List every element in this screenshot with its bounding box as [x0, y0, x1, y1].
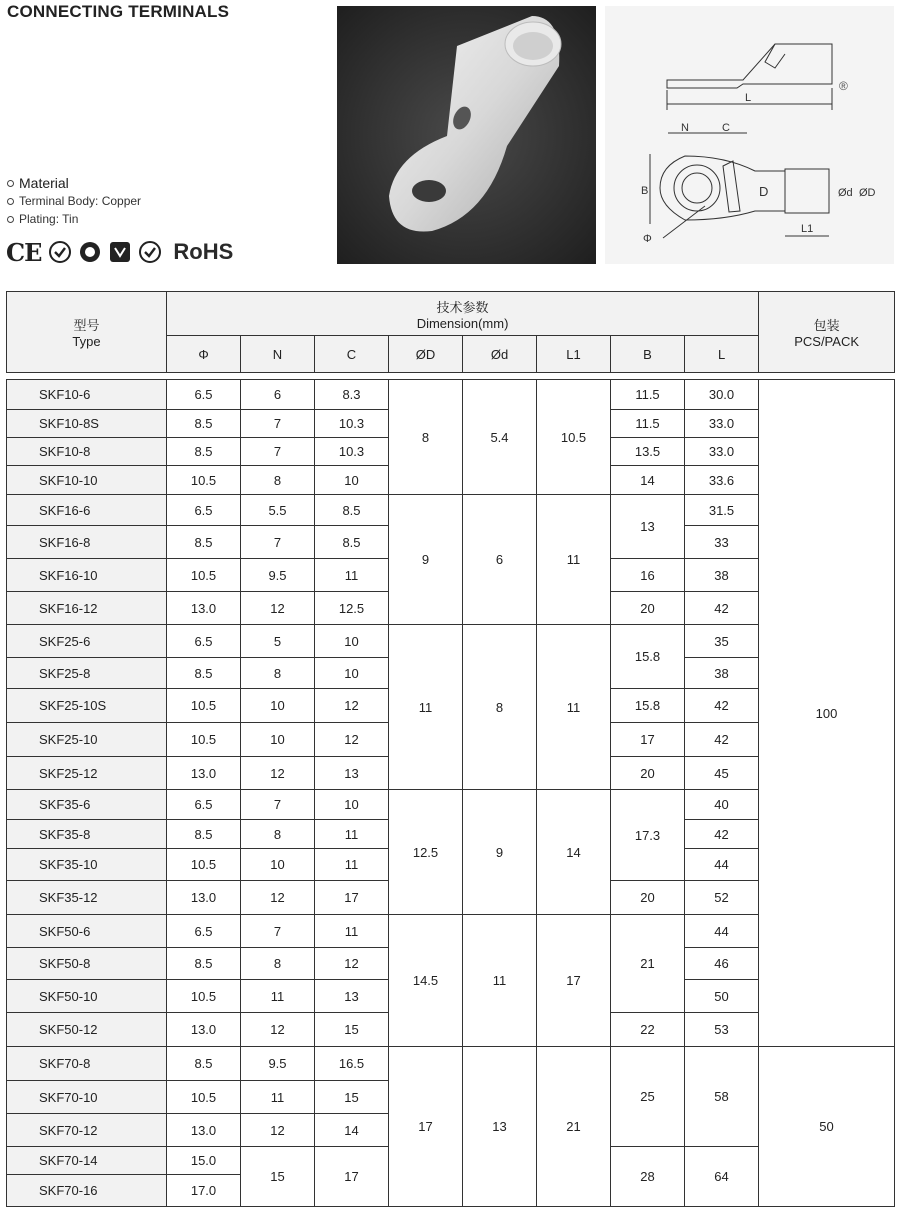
c-cell: 8.5 [315, 526, 389, 559]
c-cell: 16.5 [315, 1047, 389, 1081]
l-cell: 52 [685, 881, 759, 915]
c-cell: 10 [315, 625, 389, 658]
c-cell: 10.3 [315, 438, 389, 466]
n-cell: 7 [241, 438, 315, 466]
l-cell: 45 [685, 757, 759, 790]
c-cell: 10 [315, 790, 389, 820]
type-cell: SKF70-12 [7, 1114, 167, 1147]
b-cell: 15.8 [611, 689, 685, 723]
phi-cell: 8.5 [167, 948, 241, 980]
phi-cell: 10.5 [167, 980, 241, 1013]
l-cell: 42 [685, 592, 759, 625]
label-D: ØD [859, 187, 876, 199]
rohs-logo: RoHS [173, 239, 234, 264]
type-cell: SKF10-6 [7, 380, 167, 410]
n-cell: 12 [241, 1114, 315, 1147]
label-D-mark: D [759, 184, 769, 199]
l-cell: 42 [685, 820, 759, 849]
l-cell: 35 [685, 625, 759, 658]
c-cell: 13 [315, 980, 389, 1013]
type-cell: SKF50-10 [7, 980, 167, 1013]
l-cell: 64 [685, 1147, 759, 1207]
type-cell: SKF25-10 [7, 723, 167, 757]
n-cell: 6 [241, 380, 315, 410]
bullet-icon [7, 216, 14, 223]
b-cell: 13.5 [611, 438, 685, 466]
n-cell: 9.5 [241, 1047, 315, 1081]
type-cell: SKF10-8S [7, 410, 167, 438]
b-cell: 20 [611, 592, 685, 625]
type-cell: SKF70-8 [7, 1047, 167, 1081]
label-L1: L1 [801, 223, 814, 235]
n-cell: 7 [241, 526, 315, 559]
type-cell: SKF35-10 [7, 849, 167, 881]
l1-cell: 21 [537, 1047, 611, 1207]
type-cell: SKF10-10 [7, 466, 167, 495]
cert-seal-icon [49, 241, 71, 263]
od-cell: 8 [389, 380, 463, 495]
type-cell: SKF35-6 [7, 790, 167, 820]
l-cell: 42 [685, 689, 759, 723]
b-cell: 21 [611, 915, 685, 1013]
table-row [7, 1047, 895, 1081]
n-cell: 10 [241, 689, 315, 723]
n-cell: 8 [241, 820, 315, 849]
phi-cell: 13.0 [167, 1114, 241, 1147]
n-cell: 5.5 [241, 495, 315, 526]
b-cell: 28 [611, 1147, 685, 1207]
l1-cell: 11 [537, 625, 611, 790]
column-header: C [315, 336, 389, 373]
b-cell: 25 [611, 1047, 685, 1147]
l-cell: 38 [685, 658, 759, 689]
c-cell: 11 [315, 820, 389, 849]
type-cell: SKF25-8 [7, 658, 167, 689]
ce-mark-icon: CE [6, 237, 42, 267]
b-cell: 20 [611, 757, 685, 790]
spec-table-header [6, 291, 895, 373]
c-cell: 15 [315, 1081, 389, 1114]
b-cell: 17.3 [611, 790, 685, 881]
type-cell: SKF50-8 [7, 948, 167, 980]
product-photo [337, 6, 596, 264]
spec-table [6, 379, 895, 1207]
l-cell: 33.0 [685, 438, 759, 466]
n-cell: 11 [241, 1081, 315, 1114]
b-cell: 11.5 [611, 380, 685, 410]
type-cell: SKF50-6 [7, 915, 167, 948]
phi-cell: 8.5 [167, 1047, 241, 1081]
c-cell: 10 [315, 466, 389, 495]
l-cell: 33 [685, 526, 759, 559]
n-cell: 12 [241, 592, 315, 625]
phi-cell: 10.5 [167, 1081, 241, 1114]
phi-cell: 6.5 [167, 915, 241, 948]
phi-cell: 10.5 [167, 849, 241, 881]
phi-cell: 6.5 [167, 790, 241, 820]
c-cell: 13 [315, 757, 389, 790]
id-cell: 5.4 [463, 380, 537, 495]
type-cell: SKF25-12 [7, 757, 167, 790]
phi-cell: 13.0 [167, 1013, 241, 1047]
phi-cell: 17.0 [167, 1175, 241, 1207]
label-L: L [745, 92, 752, 104]
label-C: C [722, 122, 730, 134]
l-cell: 58 [685, 1047, 759, 1147]
c-cell: 12 [315, 723, 389, 757]
l-cell: 31.5 [685, 495, 759, 526]
n-cell: 8 [241, 948, 315, 980]
n-cell: 5 [241, 625, 315, 658]
material-heading: Material [19, 175, 69, 191]
l-cell: 42 [685, 723, 759, 757]
b-cell: 11.5 [611, 410, 685, 438]
material-list [7, 174, 141, 228]
l-cell: 38 [685, 559, 759, 592]
l-cell: 44 [685, 915, 759, 948]
registered-mark: ® [839, 79, 848, 93]
type-cell: SKF70-14 [7, 1147, 167, 1175]
label-phi: Φ [643, 233, 652, 245]
phi-cell: 10.5 [167, 689, 241, 723]
column-header: Φ [167, 336, 241, 373]
material-body: Terminal Body: Copper [19, 194, 142, 208]
od-cell: 9 [389, 495, 463, 625]
c-cell: 12 [315, 948, 389, 980]
type-cell: SKF16-10 [7, 559, 167, 592]
phi-cell: 10.5 [167, 466, 241, 495]
type-cell: SKF10-8 [7, 438, 167, 466]
type-cell: SKF50-12 [7, 1013, 167, 1047]
phi-cell: 13.0 [167, 592, 241, 625]
n-cell: 11 [241, 980, 315, 1013]
l-cell: 44 [685, 849, 759, 881]
id-cell: 11 [463, 915, 537, 1047]
type-cell: SKF70-10 [7, 1081, 167, 1114]
c-cell: 10.3 [315, 410, 389, 438]
c-cell: 15 [315, 1013, 389, 1047]
table-row [7, 380, 895, 410]
pack-cell: 50 [759, 1047, 895, 1207]
type-cell: SKF16-8 [7, 526, 167, 559]
n-cell: 8 [241, 466, 315, 495]
id-cell: 8 [463, 625, 537, 790]
phi-cell: 6.5 [167, 380, 241, 410]
l1-cell: 14 [537, 790, 611, 915]
column-header: B [611, 336, 685, 373]
header-type: 型号 Type [7, 292, 167, 373]
b-cell: 13 [611, 495, 685, 559]
c-cell: 8.3 [315, 380, 389, 410]
l-cell: 33.6 [685, 466, 759, 495]
c-cell: 10 [315, 658, 389, 689]
n-cell: 12 [241, 881, 315, 915]
n-cell: 7 [241, 410, 315, 438]
phi-cell: 13.0 [167, 757, 241, 790]
phi-cell: 8.5 [167, 658, 241, 689]
header-pack: 包装 PCS/PACK [759, 292, 895, 373]
l1-cell: 11 [537, 495, 611, 625]
b-cell: 17 [611, 723, 685, 757]
n-cell: 12 [241, 757, 315, 790]
quality-cert-icon [79, 241, 101, 263]
phi-cell: 15.0 [167, 1147, 241, 1175]
b-cell: 14 [611, 466, 685, 495]
phi-cell: 8.5 [167, 526, 241, 559]
phi-cell: 13.0 [167, 881, 241, 915]
n-cell: 12 [241, 1013, 315, 1047]
b-cell: 16 [611, 559, 685, 592]
b-cell: 20 [611, 881, 685, 915]
od-cell: 14.5 [389, 915, 463, 1047]
l-cell: 50 [685, 980, 759, 1013]
l1-cell: 10.5 [537, 380, 611, 495]
material-plating: Plating: Tin [19, 212, 79, 226]
l-cell: 30.0 [685, 380, 759, 410]
type-cell: SKF35-12 [7, 881, 167, 915]
ccc-cert-icon [109, 241, 131, 263]
l-cell: 33.0 [685, 410, 759, 438]
phi-cell: 10.5 [167, 559, 241, 592]
type-cell: SKF25-6 [7, 625, 167, 658]
page-title: CONNECTING TERMINALS [7, 2, 230, 21]
type-cell: SKF70-16 [7, 1175, 167, 1207]
phi-cell: 6.5 [167, 495, 241, 526]
label-B: B [641, 185, 649, 197]
od-cell: 12.5 [389, 790, 463, 915]
l-cell: 46 [685, 948, 759, 980]
n-cell: 10 [241, 849, 315, 881]
c-cell: 11 [315, 849, 389, 881]
phi-cell: 10.5 [167, 723, 241, 757]
column-header: N [241, 336, 315, 373]
od-cell: 11 [389, 625, 463, 790]
c-cell: 11 [315, 915, 389, 948]
n-cell: 7 [241, 790, 315, 820]
technical-drawing [605, 6, 894, 264]
type-cell: SKF35-8 [7, 820, 167, 849]
l1-cell: 17 [537, 915, 611, 1047]
n-cell: 10 [241, 723, 315, 757]
n-cell: 8 [241, 658, 315, 689]
b-cell: 22 [611, 1013, 685, 1047]
phi-cell: 8.5 [167, 410, 241, 438]
bullet-icon [7, 198, 14, 205]
type-cell: SKF25-10S [7, 689, 167, 723]
sgs-cert-icon [139, 241, 161, 263]
label-d: Ød [838, 187, 853, 199]
b-cell: 15.8 [611, 625, 685, 689]
column-header: ØD [389, 336, 463, 373]
n-cell: 7 [241, 915, 315, 948]
phi-cell: 6.5 [167, 625, 241, 658]
od-cell: 17 [389, 1047, 463, 1207]
pack-cell: 100 [759, 380, 895, 1047]
n-cell: 15 [241, 1147, 315, 1207]
column-header: L1 [537, 336, 611, 373]
column-header: L [685, 336, 759, 373]
type-cell: SKF16-6 [7, 495, 167, 526]
c-cell: 17 [315, 1147, 389, 1207]
c-cell: 11 [315, 559, 389, 592]
id-cell: 6 [463, 495, 537, 625]
id-cell: 9 [463, 790, 537, 915]
id-cell: 13 [463, 1047, 537, 1207]
header-dimension: 技术参数 Dimension(mm) [167, 292, 759, 336]
phi-cell: 8.5 [167, 820, 241, 849]
certification-logos [6, 237, 233, 267]
column-header: Ød [463, 336, 537, 373]
c-cell: 8.5 [315, 495, 389, 526]
c-cell: 12 [315, 689, 389, 723]
n-cell: 9.5 [241, 559, 315, 592]
c-cell: 14 [315, 1114, 389, 1147]
bullet-icon [7, 180, 14, 187]
phi-cell: 8.5 [167, 438, 241, 466]
l-cell: 40 [685, 790, 759, 820]
label-N: N [681, 122, 689, 134]
c-cell: 17 [315, 881, 389, 915]
l-cell: 53 [685, 1013, 759, 1047]
c-cell: 12.5 [315, 592, 389, 625]
type-cell: SKF16-12 [7, 592, 167, 625]
